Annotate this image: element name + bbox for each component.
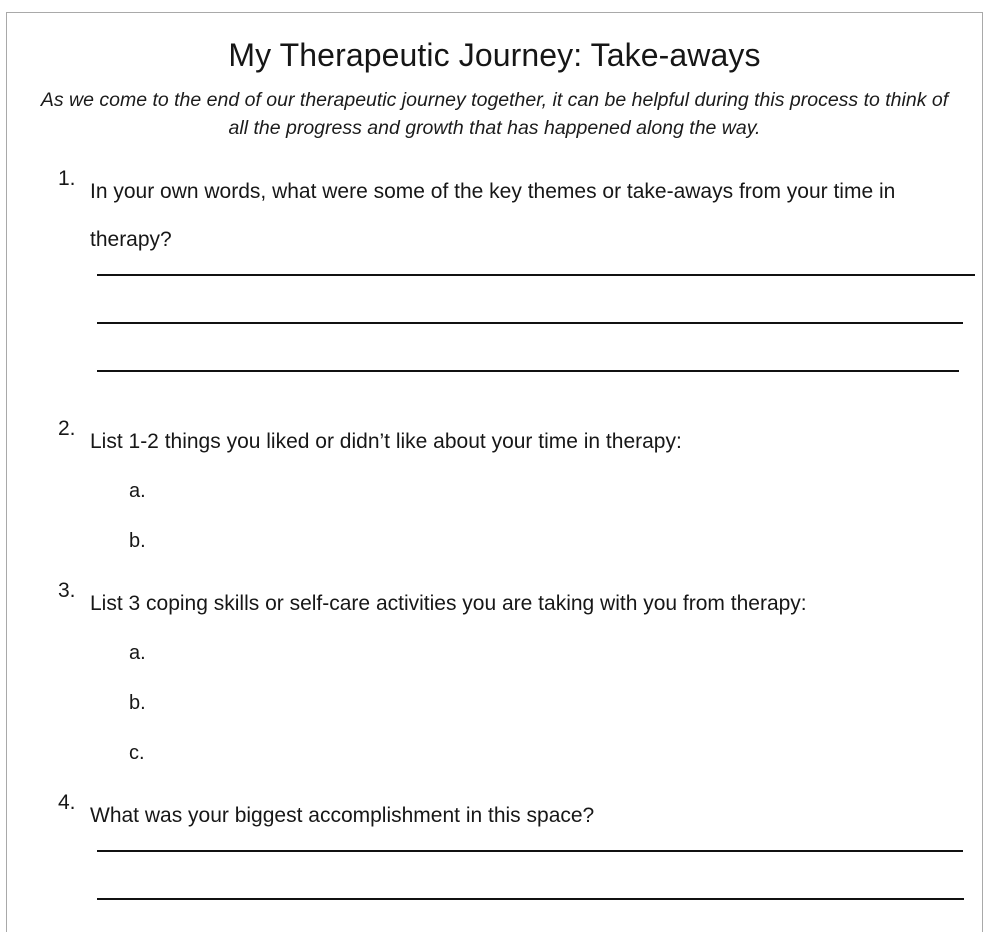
- answer-line[interactable]: [97, 370, 959, 372]
- question-text: In your own words, what were some of the key themes or take-aways from your time in therapy?: [90, 180, 896, 252]
- question-sub-item: c.: [129, 742, 145, 765]
- question-block: [7, 418, 982, 580]
- section-spacer: [7, 778, 982, 792]
- question-sub-item: a.: [129, 480, 146, 503]
- worksheet-page: [6, 12, 983, 932]
- answer-line[interactable]: [97, 850, 963, 852]
- answer-line[interactable]: [97, 322, 963, 324]
- question-number: 1.: [58, 167, 76, 191]
- question-block: [7, 580, 982, 792]
- answer-line[interactable]: [97, 898, 964, 900]
- question-row: [7, 168, 982, 264]
- question-sub-item: b.: [129, 530, 146, 553]
- question-row: [7, 792, 982, 840]
- question-number: 3.: [58, 579, 76, 603]
- question-block: [7, 792, 982, 900]
- document-subtitle: As we come to the end of our therapeutic journey together, it can be helpful during this process to think of all the progress and growth that has happened along the way.: [40, 88, 949, 140]
- answer-line-group: [7, 274, 982, 372]
- question-row: [7, 580, 982, 628]
- question-list: [7, 168, 982, 900]
- question-sub-item: b.: [129, 692, 146, 715]
- question-sub-item: a.: [129, 642, 146, 665]
- document-header: [7, 13, 982, 142]
- section-spacer: [7, 566, 982, 580]
- question-text: What was your biggest accomplishment in this space?: [90, 804, 595, 828]
- question-number: 4.: [58, 791, 76, 815]
- question-block: [7, 168, 982, 372]
- question-number: 2.: [58, 417, 76, 441]
- page-title: My Therapeutic Journey: Take-aways: [228, 37, 761, 73]
- question-text: List 3 coping skills or self-care activities you are taking with you from therapy:: [90, 592, 807, 616]
- question-text: List 1-2 things you liked or didn’t like about your time in therapy:: [90, 430, 682, 454]
- answer-line[interactable]: [97, 274, 975, 276]
- question-row: [7, 418, 982, 466]
- answer-line-group: [7, 850, 982, 900]
